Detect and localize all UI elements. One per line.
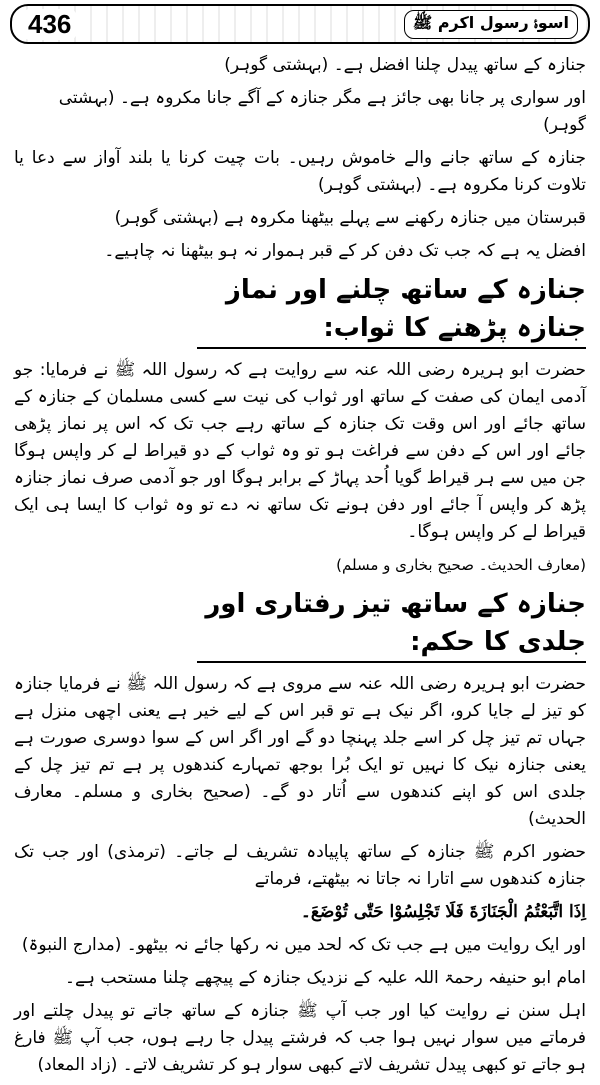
page-content (14, 52, 586, 1085)
paragraph: امام ابو حنیفہ رحمۃ اللہ علیہ کے نزدیک جنازہ کے پیچھے چلنا مستحب ہے۔ (65, 968, 586, 988)
reference: (معارف الحدیث۔ صحیح بخاری و مسلم) (336, 556, 586, 574)
section-heading: جنازہ کے ساتھ چلنے اور نماز جنازہ پڑھنے کا ثواب: (197, 271, 586, 349)
arabic-quote: اِذَا اتَّبَعْتُمُ الْجَنَازَةَ فَلَا تَجْلِسُوْا حَتّٰی تُوْضَعَ۔ (300, 902, 586, 922)
paragraph: قبرستان میں جنازہ رکھنے سے پہلے بیٹھنا مکروہ ہے (بہشتی گوہر) (114, 208, 586, 228)
paragraph: حضرت ابو ہریرہ رضی اللہ عنہ سے مروی ہے کہ رسول اللہ ﷺ نے فرمایا جنازہ کو تیز لے جایا کرو، اگر نیک ہے تو قبر اس کے لیے خیر ہے یعنی اچھی منزل ہے جہاں تم تیز چل کر اسے جلد پہنچا دو گے اور اگر اس کے سوا دوسری صورت ہے یعنی جنازہ نیک کا نہیں تو ایک بُرا بوجھ تمہارے کندھوں پر ہے تم تیز چل کے جلدی اس کو اپنے کندھوں سے اُتار دو گے۔ (صحیح بخاری و مسلم۔ معارف الحدیث) (14, 674, 586, 829)
page-number: 436 (22, 9, 77, 40)
paragraph: حضور اکرم ﷺ جنازہ کے ساتھ پاپیادہ تشریف لے جاتے۔ (ترمذی) اور جب تک جنازہ کندھوں سے اتارا نہ جاتا نہ بیٹھتے، فرماتے (14, 842, 586, 889)
paragraph: اور ایک روایت میں ہے جب تک کہ لحد میں نہ رکھا جائے نہ بیٹھو۔ (مدارج النبوۃ) (21, 935, 586, 955)
paragraph: اہل سنن نے روایت کیا اور جب آپ ﷺ جنازہ کے ساتھ جاتے تو پیدل چلتے اور فرماتے میں سوار نہیں ہوا جب کہ فرشتے پیدل جا رہے ہوں، جب آپ ﷺ فارغ ہو جاتے تو کبھی پیدل تشریف لاتے کبھی سوار ہو کر تشریف لاتے۔ (زاد المعاد) (14, 1001, 586, 1075)
paragraph: جنازہ کے ساتھ پیدل چلنا افضل ہے۔ (بہشتی گوہر) (224, 55, 586, 75)
paragraph: اور سواری پر جانا بھی جائز ہے مگر جنازہ کے آگے جانا مکروہ ہے۔ (بہشتی گوہر) (58, 88, 586, 135)
paragraph: حضرت ابو ہریرہ رضی اللہ عنہ سے روایت ہے کہ رسول اللہ ﷺ نے فرمایا: جو آدمی ایمان کی صفت کے ساتھ اور ثواب کی نیت سے کسی مسلمان کے جنازہ کے ساتھ جائے اور اس وقت تک جنازہ کے ساتھ رہے جب تک کہ اس پر نماز پڑھی جائے اور اس کے دفن سے فراغت ہو تو وہ ثواب کے دو قیراط لے کر واپس ہوگا جن میں سے ہر قیراط گویا اُحد پہاڑ کے برابر ہوگا اور جو آدمی صرف نماز جنازہ پڑھ کر واپس آ جائے اور دفن ہونے تک ساتھ نہ دے تو وہ ثواب کا ایسا ہی ایک قیراط لے کر واپس ہوگا۔ (14, 360, 586, 542)
book-title: اسوۂ رسول اکرم ﷺ (404, 10, 578, 39)
paragraph: افضل یہ ہے کہ جب تک دفن کر کے قبر ہموار نہ ہو بیٹھنا نہ چاہیے۔ (104, 241, 586, 261)
paragraph: جنازہ کے ساتھ جانے والے خاموش رہیں۔ بات چیت کرنا یا بلند آواز سے دعا یا تلاوت کرنا مکروہ ہے۔ (بہشتی گوہر) (14, 148, 586, 195)
page-header (10, 4, 590, 44)
section-heading: جنازہ کے ساتھ تیز رفتاری اور جلدی کا حکم: (197, 585, 586, 663)
